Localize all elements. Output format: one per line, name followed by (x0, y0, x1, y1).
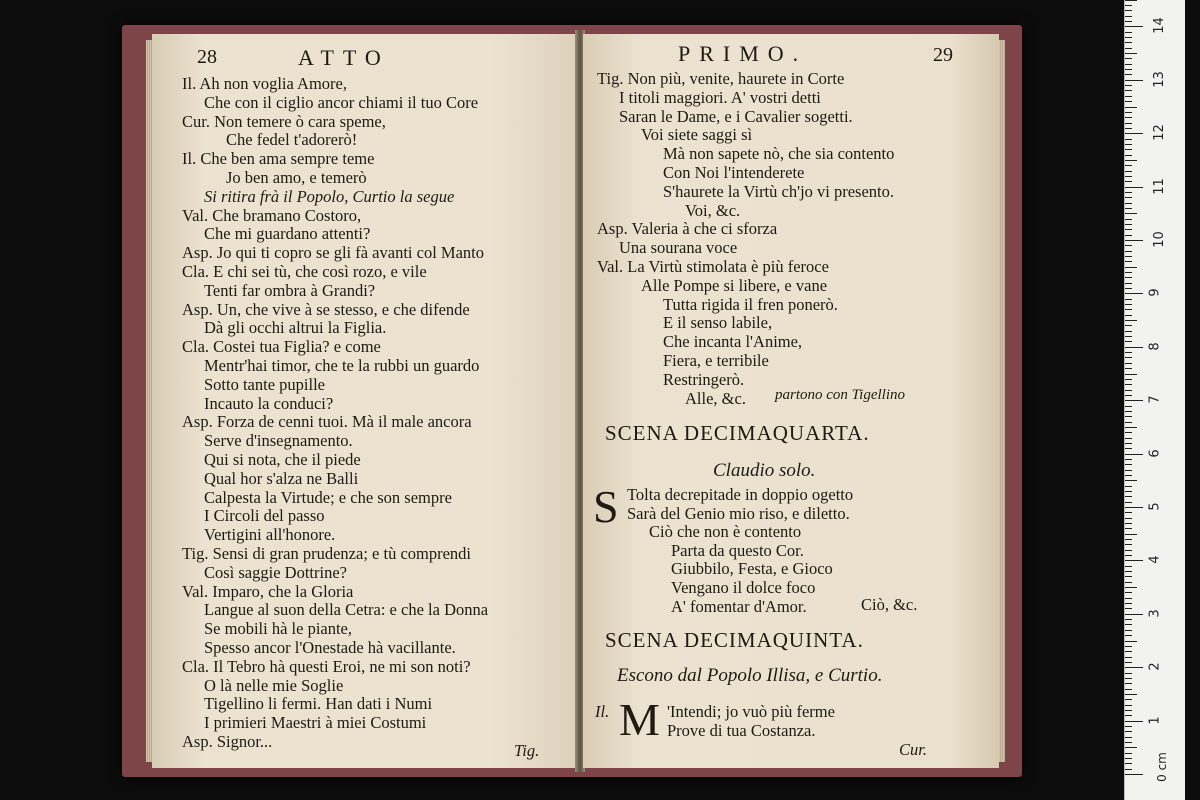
ruler-tick (1125, 192, 1132, 193)
ruler-tick (1125, 641, 1137, 642)
ruler-tick (1125, 678, 1132, 679)
ruler-tick (1125, 80, 1143, 81)
ruler-tick (1125, 512, 1132, 513)
text-line: Una sourana voce (619, 238, 738, 258)
ruler-tick (1125, 758, 1132, 759)
ruler-tick (1125, 769, 1132, 770)
ruler-tick (1125, 571, 1132, 572)
text-line: Sotto tante pupille (204, 374, 325, 394)
ruler-tick (1125, 256, 1132, 257)
ruler-tick (1125, 309, 1132, 310)
ruler-tick (1125, 128, 1132, 129)
ruler-tick (1125, 427, 1137, 428)
scene-14-refrain: Ciò, &c. (861, 595, 918, 614)
ruler-tick (1125, 630, 1132, 631)
text-line: Che fedel t'adorerò! (226, 130, 358, 150)
ruler-tick (1125, 299, 1132, 300)
text-line: Calpesta la Virtude; e che son sempre (204, 487, 452, 507)
text-line: Voi, &c. (685, 200, 741, 220)
ruler-unit-label: 0 cm (1154, 752, 1169, 782)
ruler-tick (1125, 101, 1132, 102)
ruler-tick (1125, 235, 1132, 236)
ruler-tick (1125, 85, 1132, 86)
ruler-tick (1125, 486, 1132, 487)
text-line: I titoli maggiori. A' vostri detti (619, 87, 821, 107)
text-line: S'haurete la Virtù ch'jo vi presento. (663, 181, 895, 201)
ruler-tick (1125, 325, 1132, 326)
ruler-tick (1125, 422, 1132, 423)
ruler-tick (1125, 528, 1132, 529)
ruler-tick (1125, 213, 1137, 214)
ruler-tick (1125, 646, 1132, 647)
text-line: Jo ben amo, e temerò (226, 168, 367, 187)
catchword-left: Tig. (514, 741, 540, 760)
measurement-ruler (1124, 0, 1185, 800)
ruler-tick (1125, 731, 1132, 732)
ruler-tick (1125, 112, 1132, 113)
ruler-number: 5 (1147, 502, 1163, 511)
text-line: Qui si nota, che il piede (204, 450, 361, 469)
ruler-tick (1125, 363, 1132, 364)
text-line: Vertigini all'honore. (204, 525, 336, 545)
ruler-tick (1125, 352, 1132, 353)
text-line: 'Intendi; jo vuò più ferme (667, 702, 835, 721)
ruler-tick (1125, 470, 1132, 471)
ruler-tick (1125, 160, 1137, 161)
text-line: I Circoli del passo (204, 506, 325, 526)
text-line: Si ritira frà il Popolo, Curtio la segue (204, 186, 455, 206)
ruler-tick (1125, 123, 1132, 124)
text-line: Il. Che ben ama sempre teme (182, 149, 375, 169)
ruler-tick (1125, 582, 1132, 583)
ruler-tick (1125, 689, 1132, 690)
ruler-tick (1125, 544, 1132, 545)
ruler-number: 8 (1147, 342, 1163, 351)
ruler-tick (1125, 496, 1132, 497)
ruler-number: 3 (1147, 609, 1163, 618)
ruler-tick (1125, 331, 1132, 332)
page-number-right: 29 (933, 44, 953, 66)
ruler-tick (1125, 710, 1132, 711)
right-page-edges (999, 40, 1005, 762)
text-line: Dà gli occhi altrui la Figlia. (204, 318, 387, 338)
ruler-tick (1125, 742, 1132, 743)
text-line: Asp. Jo qui ti copro se gli fà avanti col Manto (182, 243, 484, 263)
text-line: Con Noi l'intenderete (663, 163, 805, 182)
ruler-tick (1125, 635, 1132, 636)
ruler-tick (1125, 624, 1132, 625)
ruler-tick (1125, 320, 1137, 321)
ruler-tick (1125, 699, 1132, 700)
ruler-tick (1125, 619, 1132, 620)
scene-14-character: Claudio solo. (713, 460, 816, 481)
ruler-tick (1125, 219, 1132, 220)
ruler-tick (1125, 475, 1132, 476)
scene-15-title: SCENA DECIMAQUINTA. (605, 628, 864, 652)
ruler-tick (1125, 614, 1143, 615)
ruler-tick (1125, 555, 1132, 556)
scene-15-speaker: Il. (595, 702, 610, 721)
ruler-tick (1125, 304, 1132, 305)
ruler-tick (1125, 390, 1132, 391)
running-head-left: ATTO (298, 45, 390, 70)
text-line: Sarà del Genio mio riso, e diletto. (627, 503, 850, 523)
text-line: Che incanta l'Anime, (663, 332, 803, 352)
text-line: Vengano il dolce foco (671, 578, 816, 597)
ruler-tick (1125, 683, 1132, 684)
ruler-tick (1125, 245, 1132, 246)
ruler-tick (1125, 171, 1132, 172)
ruler-tick (1125, 603, 1132, 604)
ruler-tick (1125, 96, 1132, 97)
ruler-number: 6 (1147, 448, 1163, 458)
text-line: Qual hor s'alza ne Balli (204, 468, 359, 488)
text-line: Langue al suon della Cetra: e che la Donna (204, 600, 489, 620)
ruler-number: 10 (1151, 231, 1167, 248)
ruler-tick (1125, 144, 1132, 145)
ruler-number: 2 (1147, 662, 1163, 671)
ruler-tick (1125, 673, 1132, 674)
ruler-tick (1125, 288, 1132, 289)
text-line: Val. La Virtù stimolata è più feroce (597, 257, 829, 276)
ruler-number: 14 (1151, 17, 1167, 35)
ruler-tick (1125, 491, 1132, 492)
text-line: Prove di tua Costanza. (667, 721, 816, 740)
ruler-tick (1125, 341, 1132, 342)
text-line: Spesso ancor l'Onestade hà vacillante. (204, 638, 456, 657)
ruler-tick (1125, 406, 1132, 407)
ruler-tick (1125, 368, 1132, 369)
text-line: Tig. Non più, venite, haurete in Corte (597, 69, 845, 88)
ruler-number: 9 (1147, 288, 1163, 298)
ruler-tick (1125, 651, 1132, 652)
ruler-tick (1125, 176, 1132, 177)
text-line: Tutta rigida il fren ponerò. (663, 294, 838, 314)
ruler-tick (1125, 694, 1137, 695)
text-line: Serve d'insegnamento. (204, 431, 353, 451)
text-line: Asp. Signor... (182, 732, 273, 751)
text-line: Il. Ah non voglia Amore, (182, 74, 347, 93)
ruler-tick (1125, 261, 1132, 262)
ruler-tick (1125, 10, 1132, 11)
exit-direction: partono con Tigellino (775, 387, 906, 403)
ruler-tick (1125, 58, 1132, 59)
ruler-number: 12 (1151, 124, 1167, 141)
ruler-tick (1125, 187, 1143, 188)
ruler-tick (1125, 662, 1132, 663)
ruler-number: 4 (1147, 555, 1163, 565)
ruler-tick (1125, 576, 1132, 577)
text-line: Giubbilo, Festa, e Gioco (671, 559, 833, 579)
ruler-tick (1125, 459, 1132, 460)
text-line: Che con il ciglio ancor chiami il tuo Core (204, 92, 479, 112)
text-line: Val. Imparo, che la Gloria (182, 581, 354, 601)
text-line: Asp. Un, che vive à se stesso, e che difende (182, 299, 470, 319)
text-line: Così saggie Dottrine? (204, 562, 347, 582)
ruler-tick (1125, 763, 1132, 764)
ruler-tick (1125, 336, 1132, 337)
ruler-tick (1125, 90, 1132, 91)
text-line: E il senso labile, (663, 313, 773, 333)
ruler-tick (1125, 53, 1137, 54)
ruler-tick (1125, 657, 1132, 658)
ruler-tick (1125, 347, 1143, 348)
text-line: Ciò che non è contento (649, 522, 802, 542)
text-line: Che mi guardano attenti? (204, 224, 371, 244)
ruler-tick (1125, 197, 1132, 198)
ruler-tick (1125, 598, 1132, 599)
ruler-tick (1125, 107, 1137, 108)
ruler-tick (1125, 705, 1132, 706)
ruler-tick (1125, 507, 1143, 508)
text-line: Alle, &c. (685, 388, 746, 408)
text-line: Tigellino li fermi. Han dati i Numi (204, 694, 433, 714)
right-page (583, 34, 999, 768)
ruler-tick (1125, 374, 1137, 375)
text-line: Voi siete saggi sì (641, 125, 753, 145)
ruler-tick (1125, 560, 1143, 561)
text-line: Cur. Non temere ò cara speme, (182, 111, 386, 131)
ruler-tick (1125, 277, 1132, 278)
ruler-tick (1125, 224, 1132, 225)
ruler-tick (1125, 747, 1137, 748)
ruler-tick (1125, 251, 1132, 252)
text-line: Cla. Costei tua Figlia? e come (182, 337, 381, 357)
text-line: Cla. Il Tebro hà questi Eroi, ne mi son noti? (182, 656, 471, 676)
text-line: Val. Che bramano Costoro, (182, 205, 362, 225)
ruler-tick (1125, 26, 1143, 27)
ruler-tick (1125, 400, 1143, 401)
text-line: I primieri Maestri à miei Costumi (204, 713, 427, 733)
ruler-tick (1125, 64, 1132, 65)
ruler-tick (1125, 416, 1132, 417)
ruler-tick (1125, 438, 1132, 439)
ruler-tick (1125, 587, 1137, 588)
ruler-tick (1125, 240, 1143, 241)
ruler-tick (1125, 203, 1132, 204)
left-page (152, 34, 577, 768)
text-line: Mentr'hai timor, che te la rubbi un guardo (204, 356, 480, 375)
ruler-tick (1125, 48, 1132, 49)
ruler-tick (1125, 16, 1132, 17)
ruler-number: 7 (1147, 395, 1163, 404)
text-line: A' fomentar d'Amor. (671, 596, 807, 616)
ruler-tick (1125, 667, 1143, 668)
text-line: Mà non sapete nò, che sia contento (663, 144, 895, 164)
ruler-tick (1125, 737, 1132, 738)
ruler-tick (1125, 155, 1132, 156)
ruler-tick (1125, 432, 1132, 433)
text-line: Tolta decrepitade in doppio ogetto (627, 485, 854, 504)
ruler-tick (1125, 0, 1137, 1)
ruler-tick (1125, 37, 1132, 38)
text-line: Parta da questo Cor. (671, 540, 804, 560)
ruler-tick (1125, 448, 1132, 449)
ruler-tick (1125, 149, 1132, 150)
ruler-tick (1125, 139, 1132, 140)
ruler-tick (1125, 454, 1143, 455)
ruler-tick (1125, 267, 1137, 268)
ruler-tick (1125, 523, 1132, 524)
ruler-tick (1125, 42, 1132, 43)
scene-14-title: SCENA DECIMAQUARTA. (605, 421, 870, 445)
ruler-tick (1125, 539, 1132, 540)
ruler-tick (1125, 592, 1132, 593)
ruler-tick (1125, 117, 1132, 118)
text-line: Fiera, e terribile (663, 351, 769, 370)
ruler-tick (1125, 69, 1132, 70)
text-line: Asp. Valeria à che ci sforza (597, 219, 778, 239)
text-line: Asp. Forza de cenni tuoi. Mà il male ancora (182, 412, 472, 432)
ruler-tick (1125, 518, 1132, 519)
ruler-tick (1125, 229, 1132, 230)
running-head-right: PRIMO. (678, 41, 808, 66)
scene-15-direction: Escono dal Popolo Illisa, e Curtio. (617, 665, 883, 686)
ruler-tick (1125, 443, 1132, 444)
ruler-tick (1125, 502, 1132, 503)
ruler-tick (1125, 315, 1132, 316)
ruler-tick (1125, 21, 1132, 22)
ruler-tick (1125, 379, 1132, 380)
ruler-tick (1125, 5, 1132, 6)
ruler-tick (1125, 384, 1132, 385)
ruler-tick (1125, 133, 1143, 134)
ruler-tick (1125, 715, 1132, 716)
ruler-tick (1125, 566, 1132, 567)
ruler-tick (1125, 608, 1132, 609)
ruler-tick (1125, 550, 1132, 551)
ruler-tick (1125, 165, 1132, 166)
text-line: Restringerò. (663, 369, 745, 389)
ruler-tick (1125, 283, 1132, 284)
ruler-tick (1125, 774, 1143, 775)
drop-cap-m: M (619, 694, 660, 745)
ruler-number: 11 (1151, 177, 1167, 195)
ruler-number: 1 (1147, 715, 1163, 725)
text-line: Tig. Sensi di gran prudenza; e tù comprendi (182, 544, 472, 563)
drop-cap-s: S (593, 481, 619, 532)
ruler-tick (1125, 181, 1132, 182)
ruler-tick (1125, 32, 1132, 33)
text-line: Alle Pompe si libere, e vane (641, 275, 828, 295)
text-line: Saran le Dame, e i Cavalier sogetti. (619, 106, 853, 126)
page-number-left: 28 (197, 46, 217, 68)
ruler-tick (1125, 272, 1132, 273)
text-line: Se mobili hà le piante, (204, 619, 353, 639)
ruler-tick (1125, 74, 1132, 75)
ruler-tick (1125, 534, 1137, 535)
ruler-number: 13 (1151, 71, 1167, 88)
ruler-tick (1125, 753, 1132, 754)
ruler-tick (1125, 411, 1132, 412)
text-line: Incauto la conduci? (204, 393, 334, 413)
ruler-tick (1125, 293, 1143, 294)
ruler-tick (1125, 721, 1143, 722)
ruler-tick (1125, 357, 1132, 358)
catchword-right: Cur. (899, 740, 927, 759)
text-line: Tenti far ombra à Grandi? (204, 280, 376, 300)
ruler-tick (1125, 208, 1132, 209)
text-line: Cla. E chi sei tù, che così rozo, e vile (182, 262, 427, 281)
ruler-tick (1125, 395, 1132, 396)
ruler-tick (1125, 726, 1132, 727)
ruler-tick (1125, 464, 1132, 465)
text-line: O là nelle mie Soglie (204, 675, 344, 695)
ruler-tick (1125, 480, 1137, 481)
